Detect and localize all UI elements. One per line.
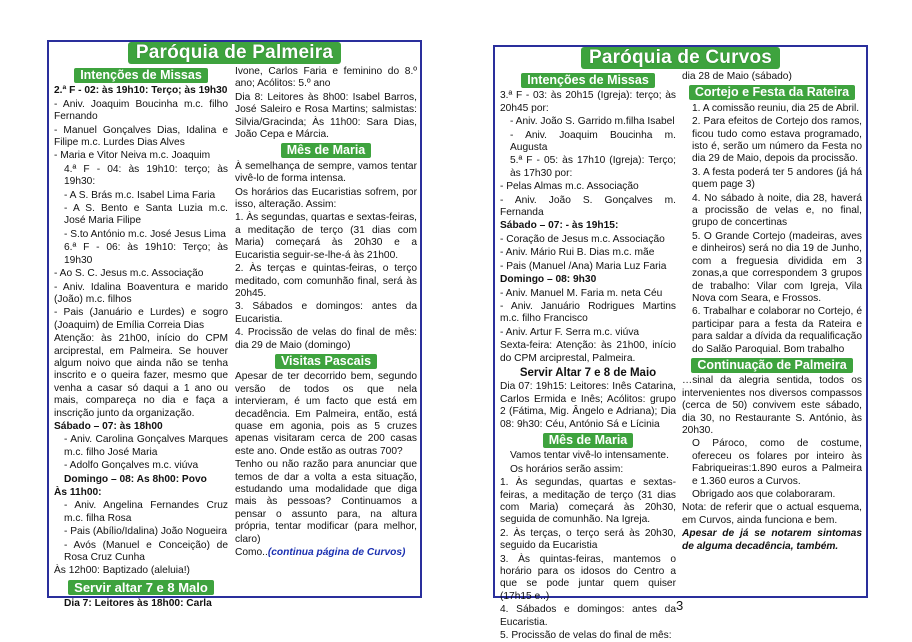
text-line: Domingo – 08: As 8h00: Povo — [64, 473, 207, 485]
text-line: 3. A festa poderá ter 5 andores (já há quem page 3) — [692, 166, 862, 191]
text-line: - A S. Brás m.c. Isabel Lima Faria — [64, 189, 216, 201]
text-line: Ivone, Carlos Faria e feminino do 8.º ano; Acólitos: 5.º ano — [235, 66, 417, 90]
text-line: - Coração de Jesus m.c. Associação — [500, 233, 665, 245]
text-line: - Avós (Manuel e Conceição) de Rosa Cruz Cunha — [64, 539, 228, 564]
text-line: 4. No sábado à noite, dia 28, haverá a procissão de velas e, no final, grupo de concertinas — [692, 192, 862, 229]
column-right — [682, 71, 862, 594]
page-number: 3 — [676, 598, 684, 613]
section-heading: Cortejo e Festa da Rateira — [682, 85, 862, 100]
column-left — [500, 71, 676, 642]
text-line: Os horários serão assim: — [510, 463, 624, 475]
text-line: - Ao S. C. Jesus m.c. Associação — [54, 268, 204, 280]
text-line: 4. Sábados e domingos: antes da Eucaristia. — [500, 604, 676, 628]
text-line: dia 28 de Maio (sábado) — [682, 71, 792, 82]
text-line: - Pais (Januário e Lurdes) e sogro (Joaquim) de Emília Correia Dias — [54, 307, 228, 331]
text-line: Dia 8: Leitores às 8h00: Isabel Barros, José Saleiro e Rosa Martins; salmistas: Silvia/Gracinda; Às 11h00: Sara Dias, João Cepa e Márcia. — [235, 91, 417, 141]
text-line: 6.ª F - 06: às 19h10: Terço; às 19h30 — [64, 242, 228, 266]
text-line: Apesar de ter decorrido bem, segundo versão de todos os que nela intervieram, é um facto que está em decadência. Em Palmeira, então, está quase em agonia, pois as 5 cruzes apenas visitaram cerca de 200 casas este ano. Onde estão as outras 700? — [235, 371, 417, 457]
page-curvos — [493, 45, 868, 642]
text-line: - Aniv. Angelina Fernandes Cruz m.c. filha Rosa — [64, 500, 228, 524]
text-line: Obrigado aos que colaboraram. — [692, 489, 836, 500]
text-line: Os horários das Eucaristias sofrem, por isso, alteração. Assim: — [235, 186, 417, 211]
section-heading: Continuação de Palmeira — [682, 358, 862, 373]
text-line: À semelhança de sempre, vamos tentar vivê-lo de forma intensa. — [235, 160, 417, 185]
text-line: 1. Às segundas, quartas e sextas-feiras, a meditação de terço (31 dias com Maria) começará às 20h30 e a Eucaristia seguir-se-lhe-á às 21h00. — [235, 212, 417, 261]
text-line: - S.to António m.c. José Jesus Lima — [64, 228, 226, 240]
text-line: - Aniv. Januário Rodrigues Martins m.c. filho Francisco — [500, 300, 676, 325]
column-left — [54, 66, 228, 610]
text-line: - Aniv. Mário Rui B. Dias m.c. mãe — [500, 247, 655, 259]
text-line: Às 11h00: — [54, 487, 102, 498]
page-palmeira — [47, 40, 422, 610]
text-line: - Manuel Gonçalves Dias, Idalina e Filipe m.c. Lurdes Dias Alves — [54, 124, 228, 149]
text-line: Atenção: às 21h00, início do CPM arciprestal, em Palmeira. Se houver algum noivo que ainda não se tenha inscrito e o queira fazer, mesmo que venha a casar só daqui a 1 ano ou mais, compareça no dia e faça a inscrição junto da organização. — [54, 333, 228, 419]
column-right — [235, 66, 417, 594]
text-fragment: Como.. — [235, 547, 268, 559]
text-line: Sábado – 07: - às 19h15: — [500, 220, 619, 232]
text-line: - Pais (Abílio/Idalina) João Nogueira — [64, 526, 228, 538]
page-title: Paróquia de Curvos — [581, 47, 780, 69]
text-line: - Aniv. Joaquim Boucinha m. Augusta — [510, 129, 676, 154]
text-line — [235, 547, 417, 559]
text-line: - Aniv. Manuel M. Faria m. neta Céu — [500, 287, 663, 299]
masthead — [49, 42, 420, 64]
text-line: - Pelas Almas m.c. Associação — [500, 181, 639, 193]
text-line: 2. Às terças, o terço será às 20h30, seguido da Eucaristia — [500, 527, 676, 552]
text-line: 6. Trabalhar e colaborar no Cortejo, é participar para a festa da Rateira e para saldar a dívida da requalificação do Salão Paroquial. Bom trabalho — [692, 306, 862, 355]
masthead — [495, 47, 866, 69]
text-line: Dia 07: 19h15: Leitores: Inês Catarina, Carlos Ermida e Inês; Acólitos: grupo 2 (Fátima, Mig. Ângelo e Adriana); Dia 08: 9h30: Céu, António Sá e Lícinia — [500, 381, 676, 430]
text-line: - Aniv. João S. Gonçalves m. Fernanda — [500, 194, 676, 219]
text-line: - Pais (Manuel /Ana) Maria Luz Faria — [500, 260, 667, 272]
text-line: - Maria e Vitor Neiva m.c. Joaquim — [54, 150, 211, 162]
text-line: Nota: de referir que o actual esquema, em Curvos, ainda funciona e bem. — [682, 502, 862, 526]
text-line: 2. Às terças e quintas-feiras, o terço meditado, com comunhão final, será às 20h45. — [235, 263, 417, 299]
text-line: 1. Às segundas, quartas e sextas-feiras, a meditação de terço (31 dias com Maria) começará às 20h30, seguida de comunhão. Na Igreja. — [500, 477, 676, 526]
text-line: Apesar de já se notarem sintomas de alguma decadência, também. — [682, 528, 862, 552]
text-line: - Aniv. Idalina Boaventura e marido (João) m.c. filhos — [54, 281, 228, 305]
continuation-link[interactable]: (continua página de Curvos) — [267, 547, 406, 559]
text-line: - A S. Bento e Santa Luzia m.c. José Maria Filipe — [64, 203, 228, 227]
text-line: Vamos tentar vivê-lo intensamente. — [510, 450, 669, 462]
text-line: …sinal da alegria sentida, todos os intervenientes nos diversos compassos (cerca de 50) convivem este sábado, dia 30, no Restaurante S. António, às 20h30. — [682, 375, 862, 436]
text-line: - Aniv. João S. Garrido m.filha Isabel — [510, 116, 675, 128]
text-line: - Aniv. Joaquim Boucinha m.c. filho Fernando — [54, 98, 228, 123]
text-line: O Pároco, como de costume, ofereceu os folares por inteiro às Fabriqueiras:1.890 euros a Palmeira e 1.360 euros a Curvos. — [692, 438, 862, 487]
section-heading: Visitas Pascais — [235, 354, 417, 369]
text-line: Dia 7: Leitores às 18h00: Carla — [64, 598, 212, 610]
text-line: Domingo – 08: 9h30 — [500, 274, 597, 286]
text-line: Sábado – 07: às 18h00 — [54, 420, 163, 432]
text-line: - Aniv. Artur F. Serra m.c. viúva — [500, 326, 640, 338]
page-title: Paróquia de Palmeira — [128, 42, 341, 64]
text-line: 4.ª F - 04: às 19h10: terço; às 19h30: — [64, 163, 228, 188]
text-line: 5. Procissão de velas do final de mês: — [500, 630, 672, 642]
text-line: - Aniv. Carolina Gonçalves Marques m.c. filho José Maria — [64, 434, 228, 458]
text-line: - Adolfo Gonçalves m.c. viúva — [64, 460, 199, 472]
text-line: 5.ª F - 05: às 17h10 (Igreja): Terço; às 17h30 por: — [510, 155, 676, 179]
text-line: 3. Às quintas-feiras, mantemos o horário para os idosos do Centro a que se pode juntar quem quiser (17h15 e..) — [500, 553, 676, 602]
text-line: Tenho ou não razão para anunciar que temos de dar a volta a esta situação, estudando uma modalidade que diga mais às pessoas? Continuamos a pensar o assunto para, na altura própria, tentar modificar (para melhor, claro) — [235, 459, 417, 545]
section-heading: Mês de Maria — [500, 433, 676, 448]
text-line: Sexta-feira: Atenção: às 21h00, início do CPM arciprestal, Palmeira. — [500, 340, 676, 364]
text-line: 1. A comissão reuniu, dia 25 de Abril. — [692, 102, 860, 114]
section-heading: Mês de Maria — [235, 143, 417, 158]
text-line: 3. Sábados e domingos: antes da Eucaristia. — [235, 301, 417, 325]
text-line: 2. Para efeitos de Cortejo dos ramos, ficou tudo como estava programado, isto é, serão um número da Festa no dia 29 de Maio, depois da procissão. — [692, 116, 862, 165]
text-line: 4. Procissão de velas do final de mês: dia 29 de Maio (domingo) — [235, 327, 417, 351]
section-heading: Intenções de Missas — [500, 73, 676, 88]
sub-heading: Servir Altar 7 e 8 de Maio — [519, 366, 657, 379]
text-line: 2.ª F - 02: às 19h10: Terço; às 19h30 — [54, 85, 228, 97]
text-line: Às 12h00: Baptizado (aleluia!) — [54, 565, 190, 577]
text-line: 5. O Grande Cortejo (madeiras, aves e dinheiros) será no dia 19 de Junho, com a freguesia dividida em 3 zonas,a que correspondem 3 grupos de trabalho: Vilar com Igreja, Vila Nova com Seara, e Frossos. — [692, 230, 862, 304]
section-heading: Intenções de Missas — [54, 68, 228, 83]
text-line: 3.ª F - 03: às 20h15 (Igreja): terço; às 20h45 por: — [500, 90, 676, 114]
section-heading: Servir altar 7 e 8 Malo — [54, 580, 228, 596]
